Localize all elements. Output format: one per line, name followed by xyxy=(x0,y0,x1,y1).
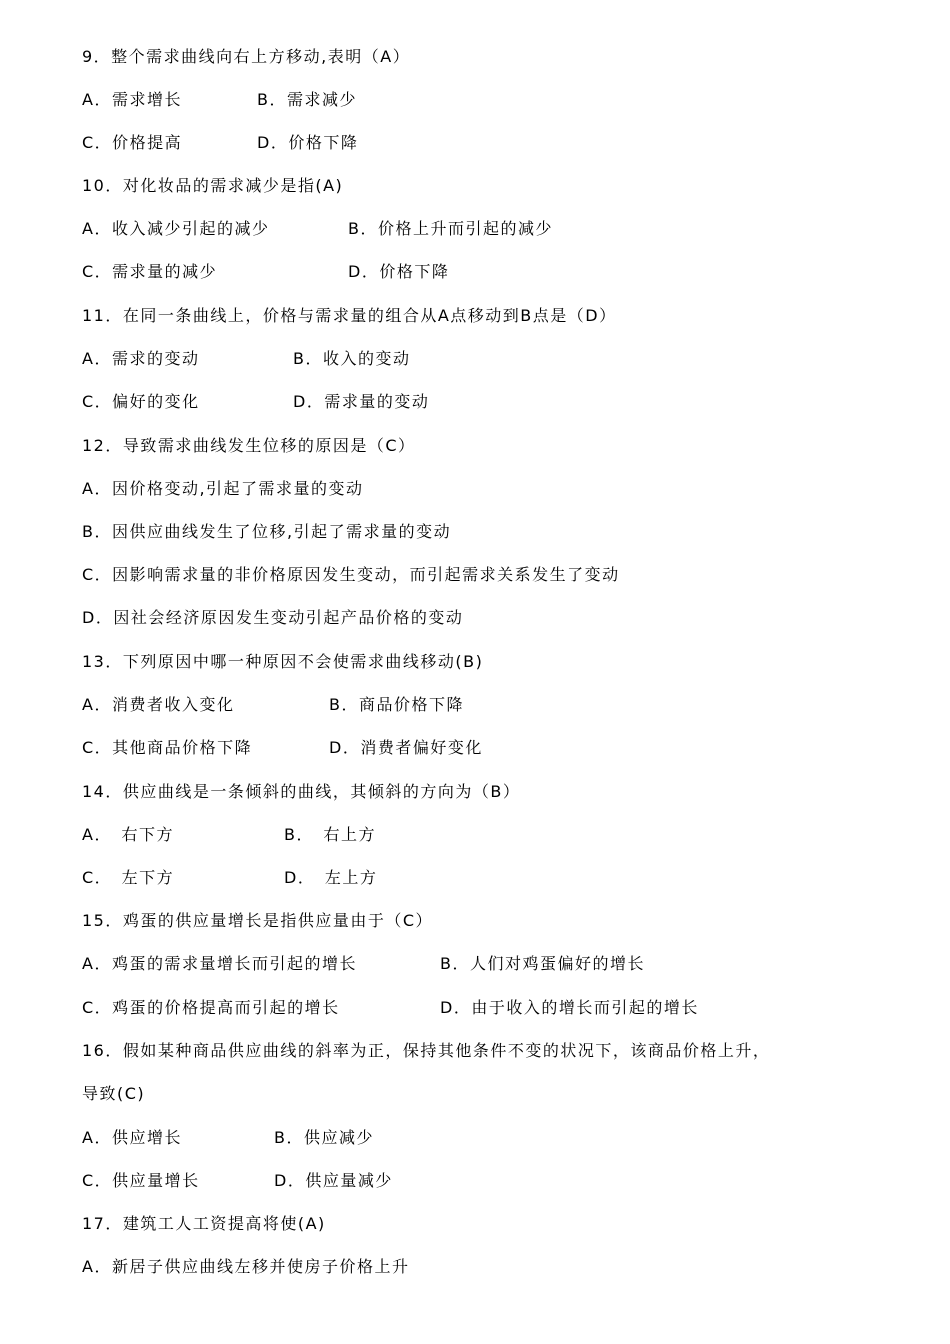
question-13 xyxy=(82,650,483,674)
question-16-continued xyxy=(82,1082,145,1106)
option-row xyxy=(82,866,378,890)
question-14 xyxy=(82,780,520,804)
option-row xyxy=(82,1169,393,1193)
option-d: D．由于收入的增长而引起的增长 xyxy=(440,998,699,1017)
question-16 xyxy=(82,1039,770,1063)
option-row xyxy=(82,88,357,112)
option-b: B．人们对鸡蛋偏好的增长 xyxy=(440,954,645,973)
option-row xyxy=(82,260,450,284)
question-text: 13．下列原因中哪一种原因不会使需求曲线移动(B) xyxy=(82,652,484,671)
question-text: 11．在同一条曲线上，价格与需求量的组合从A点移动到B点是（D） xyxy=(82,306,617,325)
option-d: D．消费者偏好变化 xyxy=(329,738,483,757)
option-a: A．需求增长 xyxy=(82,90,182,109)
option-c: C．其他商品价格下降 xyxy=(82,738,253,757)
option-b: B．需求减少 xyxy=(257,90,357,109)
option-b: B．收入的变动 xyxy=(293,349,411,368)
option-b: B． 右上方 xyxy=(284,825,376,844)
option-c: C．偏好的变化 xyxy=(82,392,200,411)
question-text: 12．导致需求曲线发生位移的原因是（C） xyxy=(82,436,416,455)
question-text: 10．对化妆品的需求减少是指(A) xyxy=(82,176,344,195)
option-a: A．因价格变动,引起了需求量的变动 xyxy=(82,479,364,498)
option-row xyxy=(82,693,464,717)
option-b: B．因供应曲线发生了位移,引起了需求量的变动 xyxy=(82,522,452,541)
question-text: 9．整个需求曲线向右上方移动,表明（A） xyxy=(82,47,411,66)
option-d: D．供应量减少 xyxy=(274,1171,393,1190)
question-12 xyxy=(82,434,416,458)
question-9 xyxy=(82,45,410,69)
option-c: C． 左下方 xyxy=(82,868,175,887)
question-text: 17．建筑工人工资提高将使(A) xyxy=(82,1214,326,1233)
option-a: A．鸡蛋的需求量增长而引起的增长 xyxy=(82,954,357,973)
option-row xyxy=(82,217,553,241)
question-15 xyxy=(82,909,433,933)
question-text: 15．鸡蛋的供应量增长是指供应量由于（C） xyxy=(82,911,434,930)
option-row xyxy=(82,606,463,630)
question-11 xyxy=(82,304,617,328)
question-text: 14．供应曲线是一条倾斜的曲线，其倾斜的方向为（B） xyxy=(82,782,521,801)
option-row xyxy=(82,477,364,501)
option-row xyxy=(82,347,411,371)
option-d: D．需求量的变动 xyxy=(293,392,430,411)
option-row xyxy=(82,131,359,155)
option-d: D．价格下降 xyxy=(348,262,450,281)
option-row xyxy=(82,952,645,976)
option-a: A．需求的变动 xyxy=(82,349,200,368)
question-text: 导致(C) xyxy=(82,1084,146,1103)
option-c: C．需求量的减少 xyxy=(82,262,218,281)
option-row xyxy=(82,520,451,544)
option-c: C．供应量增长 xyxy=(82,1171,200,1190)
option-d: D． 左上方 xyxy=(284,868,378,887)
option-a: A．新居子供应曲线左移并使房子价格上升 xyxy=(82,1257,410,1276)
option-a: A．供应增长 xyxy=(82,1128,182,1147)
option-row xyxy=(82,1126,374,1150)
option-a: A． 右下方 xyxy=(82,825,174,844)
option-row xyxy=(82,823,376,847)
option-row xyxy=(82,736,483,760)
option-c: C．价格提高 xyxy=(82,133,183,152)
option-c: C．鸡蛋的价格提高而引起的增长 xyxy=(82,998,340,1017)
option-b: B．供应减少 xyxy=(274,1128,374,1147)
question-17 xyxy=(82,1212,326,1236)
option-row xyxy=(82,390,430,414)
option-c: C．因影响需求量的非价格原因发生变动，而引起需求关系发生了变动 xyxy=(82,565,620,584)
option-d: D．因社会经济原因发生变动引起产品价格的变动 xyxy=(82,608,464,627)
option-d: D．价格下降 xyxy=(257,133,359,152)
option-b: B．价格上升而引起的减少 xyxy=(348,219,553,238)
question-10 xyxy=(82,174,343,198)
question-text: 16．假如某种商品供应曲线的斜率为正，保持其他条件不变的状况下，该商品价格上升， xyxy=(82,1041,771,1060)
option-a: A．消费者收入变化 xyxy=(82,695,235,714)
option-b: B．商品价格下降 xyxy=(329,695,464,714)
option-row xyxy=(82,996,699,1020)
option-row xyxy=(82,563,620,587)
option-a: A．收入减少引起的减少 xyxy=(82,219,270,238)
option-row xyxy=(82,1255,409,1279)
